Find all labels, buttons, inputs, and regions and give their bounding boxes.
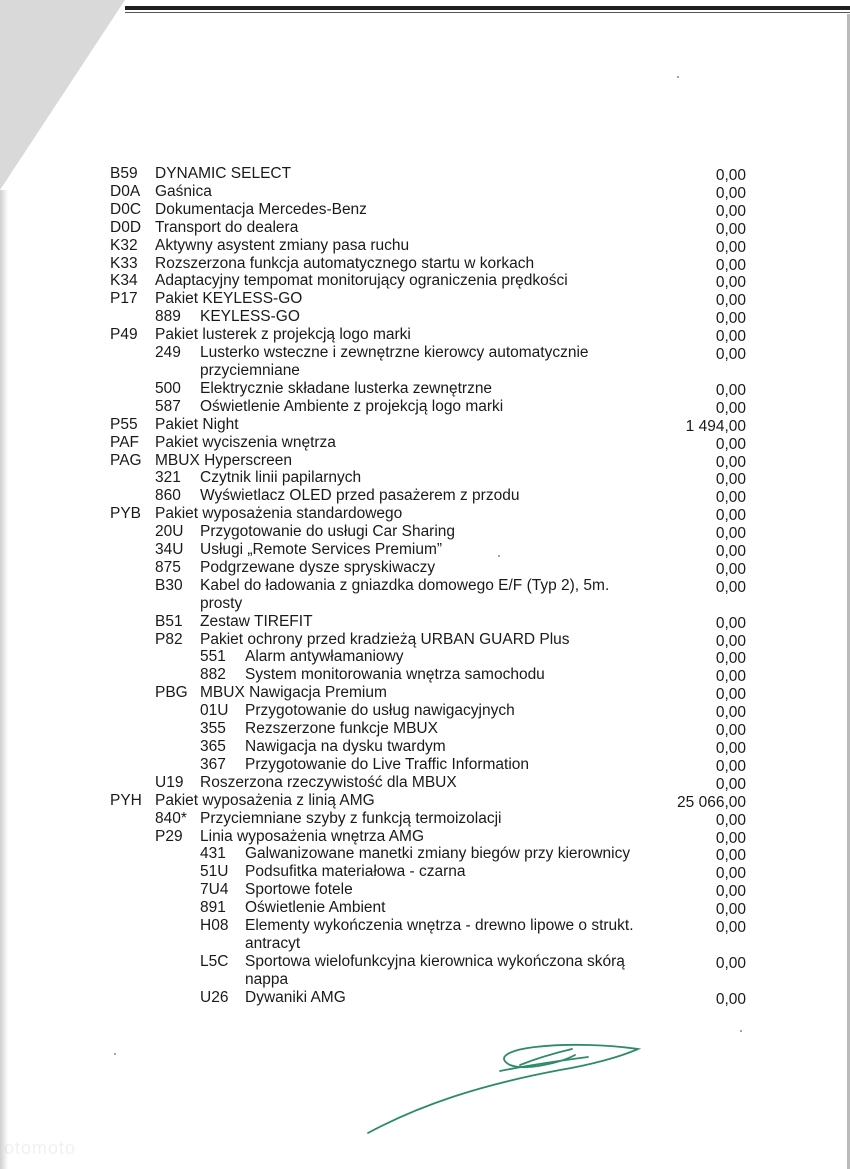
option-label: Zestaw TIREFIT xyxy=(200,612,313,630)
option-code: P55 xyxy=(110,415,138,433)
option-price: 0,00 xyxy=(715,578,746,596)
option-code: 7U4 xyxy=(200,881,229,899)
option-code: 367 xyxy=(200,755,226,773)
list-item xyxy=(110,416,750,434)
option-code: PAG xyxy=(110,451,142,469)
option-label: Pakiet wyciszenia wnętrza xyxy=(155,433,336,451)
option-label: MBUX Hyperscreen xyxy=(155,451,292,469)
option-label: Usługi „Remote Services Premium” xyxy=(200,541,443,559)
option-label: Dywaniki AMG xyxy=(245,988,346,1006)
option-label: Przyciemniane szyby z funkcją termoizolacji xyxy=(200,809,502,827)
option-label: Wyświetlacz OLED przed pasażerem z przodu xyxy=(200,487,520,505)
option-label: Pakiet KEYLESS-GO xyxy=(155,290,303,308)
option-price: 0,00 xyxy=(715,453,746,471)
option-code: 355 xyxy=(200,720,226,738)
option-label: System monitorowania wnętrza samochodu xyxy=(245,666,545,684)
list-item xyxy=(110,881,750,899)
option-label: Alarm antywłamaniowy xyxy=(245,648,404,666)
option-price: 0,00 xyxy=(715,274,746,292)
option-price: 1 494,00 xyxy=(685,417,746,435)
option-label: Podsufitka materiałowa - czarna xyxy=(245,863,466,881)
option-price: 0,00 xyxy=(715,650,746,668)
top-rule xyxy=(125,6,850,10)
option-code: P17 xyxy=(110,290,138,308)
top-rule-thin xyxy=(125,12,850,13)
option-code: D0A xyxy=(110,182,141,200)
option-label: Podgrzewane dysze spryskiwaczy xyxy=(200,558,436,576)
list-item xyxy=(110,953,750,989)
option-price: 0,00 xyxy=(715,525,746,543)
list-item xyxy=(110,380,750,398)
option-label: Lusterko wsteczne i zewnętrzne kierowcy automatycznie przyciemniane xyxy=(200,344,589,379)
option-label: Rezszerzone funkcje MBUX xyxy=(245,720,438,738)
option-code: 840* xyxy=(155,809,187,827)
watermark: otomoto xyxy=(4,1138,77,1158)
list-item xyxy=(110,792,750,810)
option-price: 0,00 xyxy=(715,435,746,453)
list-item xyxy=(110,577,750,613)
option-code: 365 xyxy=(200,738,226,755)
option-code: 587 xyxy=(155,397,181,415)
option-code: PYH xyxy=(110,791,142,809)
option-label: Czytnik linii papilarnych xyxy=(200,469,362,487)
option-price: 0,00 xyxy=(715,686,746,704)
option-price: 0,00 xyxy=(715,954,746,972)
option-price: 0,00 xyxy=(715,489,746,507)
option-label: Przygotowanie do usług nawigacyjnych xyxy=(245,702,515,720)
option-price: 0,00 xyxy=(715,668,746,686)
option-code: H08 xyxy=(200,917,229,935)
option-code: 321 xyxy=(155,469,181,487)
option-code: PAF xyxy=(110,433,139,451)
option-code: U26 xyxy=(200,988,229,1006)
option-price: 0,00 xyxy=(715,256,746,274)
list-item xyxy=(110,255,750,273)
option-label: Pakiet Night xyxy=(155,415,239,433)
list-item xyxy=(110,541,750,559)
option-label: Oświetlenie Ambiente z projekcją logo marki xyxy=(200,397,504,415)
option-price: 0,00 xyxy=(715,722,746,740)
option-label: Przygotowanie do usługi Car Sharing xyxy=(200,523,456,541)
option-code: B51 xyxy=(155,612,183,630)
option-label: Rozszerzona funkcja automatycznego startu w korkach xyxy=(155,254,535,272)
option-label: DYNAMIC SELECT xyxy=(155,165,292,182)
list-item xyxy=(110,183,750,201)
option-price: 0,00 xyxy=(715,471,746,489)
list-item xyxy=(110,523,750,541)
option-code: P29 xyxy=(155,827,183,845)
option-code: 249 xyxy=(155,344,181,362)
option-price: 0,00 xyxy=(715,883,746,901)
list-item xyxy=(110,756,750,774)
list-item xyxy=(110,666,750,684)
option-price: 0,00 xyxy=(715,829,746,847)
list-item xyxy=(110,917,750,953)
option-price: 0,00 xyxy=(715,202,746,220)
list-item xyxy=(110,720,750,738)
option-code: 891 xyxy=(200,899,226,917)
list-item xyxy=(110,272,750,290)
list-item xyxy=(110,219,750,237)
list-item xyxy=(110,165,750,183)
option-label: Kabel do ładowania z gniazdka domowego E/F (Typ 2), 5m. prosty xyxy=(200,576,610,612)
option-price: 0,00 xyxy=(715,310,746,328)
option-price: 0,00 xyxy=(715,901,746,919)
option-price: 0,00 xyxy=(715,167,746,184)
list-item xyxy=(110,398,750,416)
list-item xyxy=(110,810,750,828)
option-label: Transport do dealera xyxy=(155,218,299,236)
option-label: Aktywny asystent zmiany pasa ruchu xyxy=(155,236,410,254)
scan-speck xyxy=(740,1030,742,1032)
option-price: 0,00 xyxy=(715,775,746,793)
option-price: 25 066,00 xyxy=(677,793,746,811)
option-price: 0,00 xyxy=(715,757,746,775)
option-label: KEYLESS-GO xyxy=(200,308,300,326)
option-code: 431 xyxy=(200,845,226,863)
list-item xyxy=(110,648,750,666)
option-label: Linia wyposażenia wnętrza AMG xyxy=(200,827,425,845)
option-code: D0D xyxy=(110,218,142,236)
option-price: 0,00 xyxy=(715,238,746,256)
list-item xyxy=(110,845,750,863)
list-item xyxy=(110,989,750,1007)
option-code: L5C xyxy=(200,952,229,970)
list-item xyxy=(110,308,750,326)
option-price: 0,00 xyxy=(715,328,746,346)
option-price: 0,00 xyxy=(715,865,746,883)
option-code: K32 xyxy=(110,236,138,254)
option-label: Pakiet lusterek z projekcją logo marki xyxy=(155,326,411,344)
option-label: Oświetlenie Ambient xyxy=(245,899,386,917)
list-item xyxy=(110,613,750,631)
option-code: 51U xyxy=(200,863,229,881)
scan-shadow-edge xyxy=(0,190,8,1169)
option-price: 0,00 xyxy=(715,614,746,632)
list-item xyxy=(110,469,750,487)
list-item xyxy=(110,452,750,470)
list-item xyxy=(110,201,750,219)
option-code: PBG xyxy=(155,684,188,702)
option-label: Pakiet wyposażenia z linią AMG xyxy=(155,791,375,809)
option-price: 0,00 xyxy=(715,346,746,364)
option-label: Gaśnica xyxy=(155,182,212,200)
option-code: 875 xyxy=(155,558,181,576)
option-code: 500 xyxy=(155,379,181,397)
option-price: 0,00 xyxy=(715,847,746,865)
list-item xyxy=(110,505,750,523)
option-code: 860 xyxy=(155,487,181,505)
option-price: 0,00 xyxy=(715,381,746,399)
option-label: MBUX Nawigacja Premium xyxy=(200,684,387,702)
option-price: 0,00 xyxy=(715,560,746,578)
option-code: K34 xyxy=(110,272,138,290)
equipment-list xyxy=(110,165,750,1007)
list-item xyxy=(110,290,750,308)
list-item xyxy=(110,344,750,380)
option-code: B30 xyxy=(155,576,183,594)
option-price: 0,00 xyxy=(715,704,746,722)
option-code: 34U xyxy=(155,541,184,559)
option-price: 0,00 xyxy=(715,740,746,757)
option-code: PYB xyxy=(110,505,142,523)
option-code: K33 xyxy=(110,254,138,272)
signature-icon xyxy=(360,1035,650,1145)
list-item xyxy=(110,684,750,702)
option-label: Elektrycznie składane lusterka zewnętrzne xyxy=(200,379,493,397)
option-code: B59 xyxy=(110,165,138,182)
option-label: Przygotowanie do Live Traffic Information xyxy=(245,755,530,773)
option-price: 0,00 xyxy=(715,919,746,937)
option-label: Nawigacja na dysku twardym xyxy=(245,738,446,755)
option-label: Dokumentacja Mercedes-Benz xyxy=(155,200,367,218)
list-item xyxy=(110,487,750,505)
option-label: Sportowa wielofunkcyjna kierownica wykończona skórą nappa xyxy=(245,952,625,988)
list-item xyxy=(110,774,750,792)
list-item xyxy=(110,863,750,881)
option-label: Elementy wykończenia wnętrza - drewno lipowe o strukt. antracyt xyxy=(245,917,634,952)
scan-shadow xyxy=(0,0,125,190)
option-price: 0,00 xyxy=(715,632,746,650)
option-price: 0,00 xyxy=(715,811,746,829)
option-price: 0,00 xyxy=(715,184,746,202)
list-item xyxy=(110,237,750,255)
scan-speck xyxy=(677,76,679,78)
option-price: 0,00 xyxy=(715,399,746,417)
option-code: 551 xyxy=(200,648,226,666)
list-item xyxy=(110,326,750,344)
list-item xyxy=(110,559,750,577)
option-label: Sportowe fotele xyxy=(245,881,353,899)
option-price: 0,00 xyxy=(715,292,746,310)
list-item xyxy=(110,702,750,720)
list-item xyxy=(110,738,750,756)
list-item xyxy=(110,434,750,452)
option-code: 889 xyxy=(155,308,181,326)
list-item xyxy=(110,899,750,917)
option-code: 20U xyxy=(155,523,184,541)
option-code: P82 xyxy=(155,630,183,648)
list-item xyxy=(110,631,750,649)
option-label: Adaptacyjny tempomat monitorujący ograniczenia prędkości xyxy=(155,272,568,290)
option-price: 0,00 xyxy=(715,990,746,1008)
option-label: Pakiet wyposażenia standardowego xyxy=(155,505,403,523)
option-code: 01U xyxy=(200,702,229,720)
list-item xyxy=(110,828,750,846)
option-code: P49 xyxy=(110,326,138,344)
option-label: Galwanizowane manetki zmiany biegów przy kierownicy xyxy=(245,845,631,863)
scan-speck xyxy=(114,1053,116,1055)
option-price: 0,00 xyxy=(715,220,746,238)
option-price: 0,00 xyxy=(715,543,746,561)
option-label: Pakiet ochrony przed kradzieżą URBAN GUARD Plus xyxy=(200,630,570,648)
option-code: D0C xyxy=(110,200,142,218)
option-code: 882 xyxy=(200,666,226,684)
option-label: Roszerzona rzeczywistość dla MBUX xyxy=(200,773,457,791)
option-price: 0,00 xyxy=(715,507,746,525)
option-code: U19 xyxy=(155,773,184,791)
